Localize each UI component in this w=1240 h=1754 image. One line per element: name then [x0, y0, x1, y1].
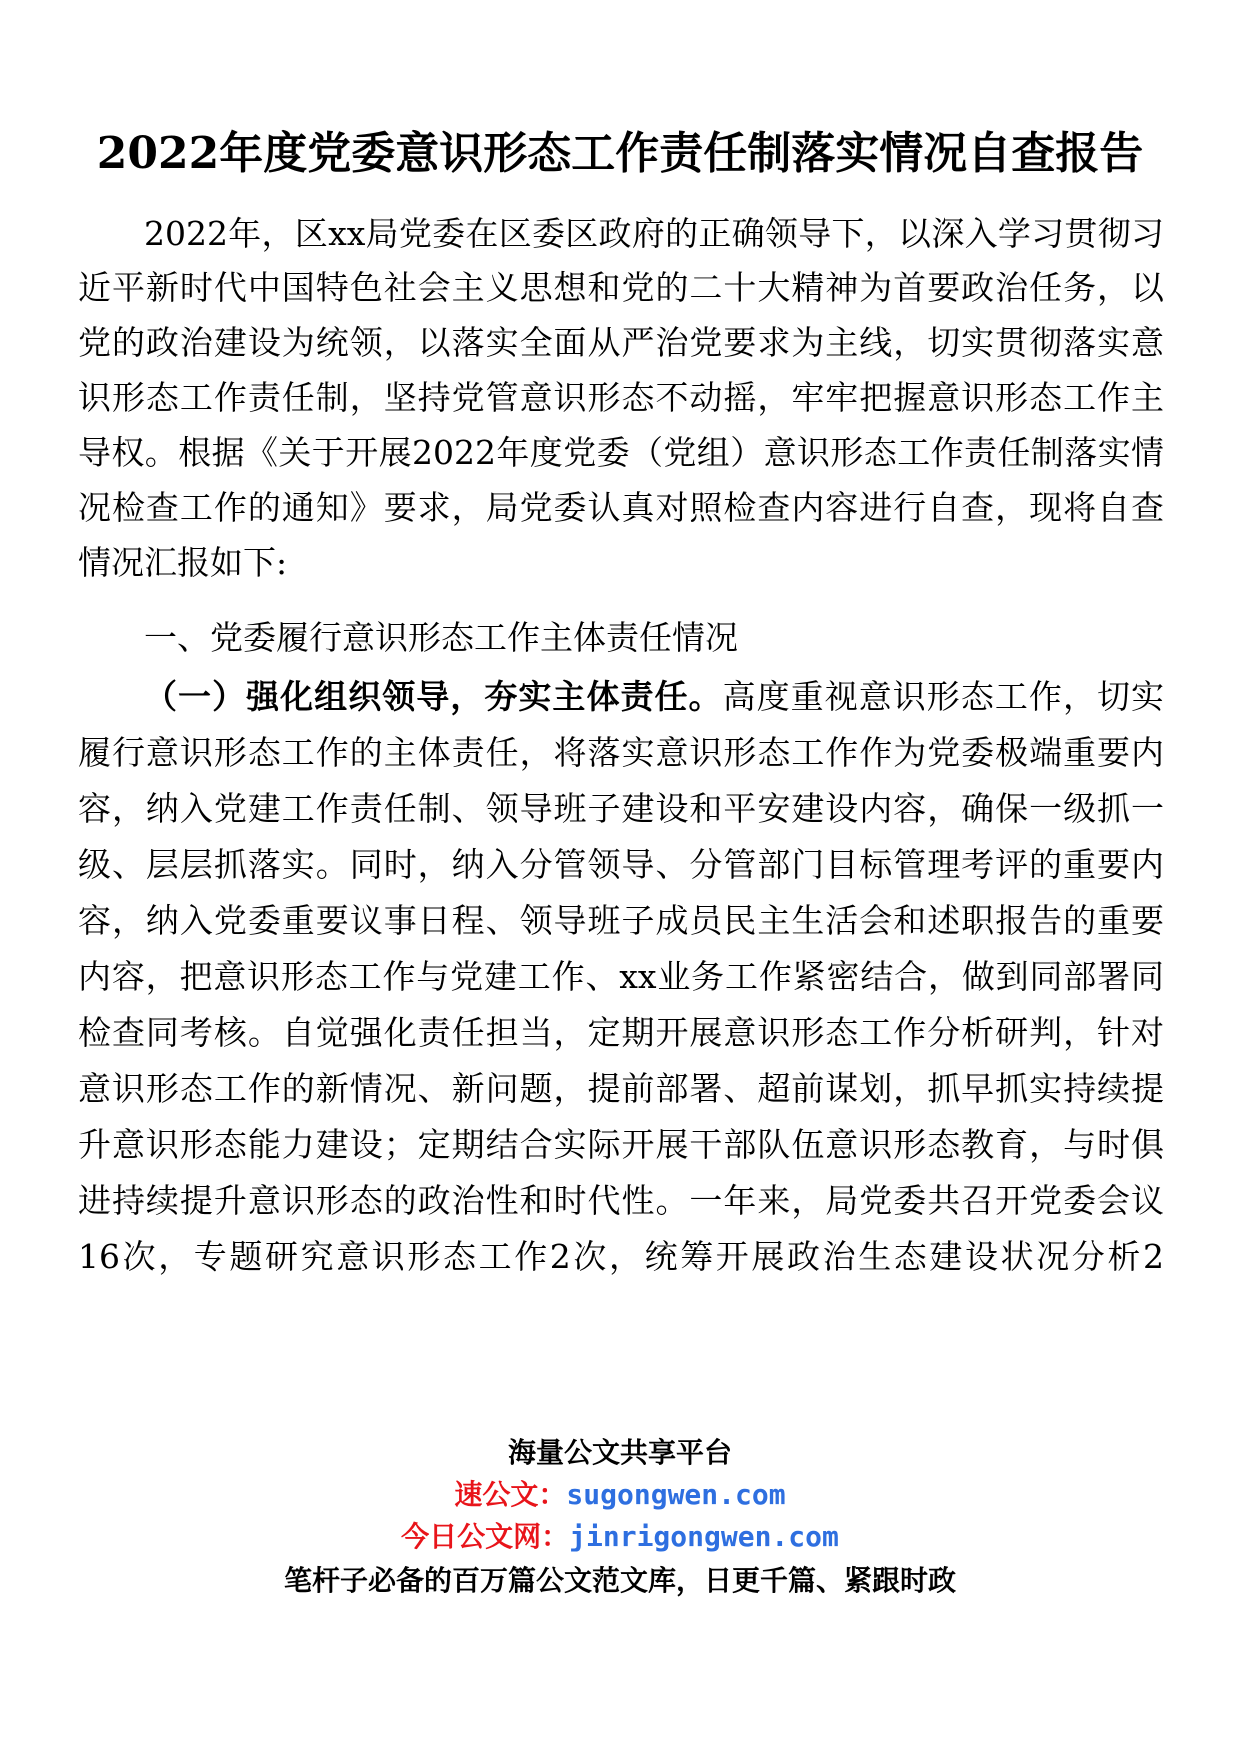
intro-line: 情况汇报如下: [78, 543, 288, 582]
section-heading: 一、党委履行意识形态工作主体责任情况 [144, 618, 738, 657]
document-title: 2022年度党委意识形态工作责任制落实情况自查报告 [96, 128, 1144, 179]
intro-line: 识形态工作责任制，坚持党管意识形态不动摇，牢牢把握意识形态工作主 [78, 378, 1164, 417]
footer-site-1 [0, 1477, 1240, 1513]
intro-line: 近平新时代中国特色社会主义思想和党的二十大精神为首要政治任务，以 [78, 268, 1164, 307]
intro-line: 导权。根据《关于开展2022年度党委（党组）意识形态工作责任制落实情 [78, 433, 1164, 472]
intro-line: 况检查工作的通知》要求，局党委认真对照检查内容进行自查，现将自查 [78, 488, 1164, 527]
footer-platform: 海量公文共享平台 [507, 1436, 732, 1469]
body-line: 级、层层抓落实。同时，纳入分管领导、分管部门目标管理考评的重要内 [78, 845, 1164, 884]
subsection-first-rest: 高度重视意识形态工作，切实 [722, 677, 1165, 716]
body-line: 升意识形态能力建设；定期结合实际开展干部队伍意识形态教育，与时俱 [78, 1125, 1164, 1164]
footer-site-2-url[interactable]: jinrigongwen.com [569, 1520, 839, 1553]
body-line: 履行意识形态工作的主体责任，将落实意识形态工作作为党委极端重要内 [78, 733, 1164, 772]
footer-site-2 [0, 1519, 1240, 1555]
body-line: 检查同考核。自觉强化责任担当，定期开展意识形态工作分析研判，针对 [78, 1013, 1164, 1052]
subsection-first-line [144, 674, 1164, 720]
footer-site-1-label: 速公文： [454, 1478, 567, 1511]
body-line: 容，纳入党委重要议事日程、领导班子成员民主生活会和述职报告的重要 [78, 901, 1164, 940]
body-line: 内容，把意识形态工作与党建工作、xx业务工作紧密结合，做到同部署同 [78, 957, 1164, 996]
footer-slogan: 笔杆子必备的百万篇公文范文库，日更千篇、紧跟时政 [283, 1564, 956, 1597]
intro-line: 2022年，区xx局党委在区委区政府的正确领导下，以深入学习贯彻习 [144, 214, 1164, 253]
body-line: 进持续提升意识形态的政治性和时代性。一年来，局党委共召开党委会议 [78, 1181, 1164, 1220]
body-line: 容，纳入党建工作责任制、领导班子建设和平安建设内容，确保一级抓一 [78, 789, 1164, 828]
footer-site-2-label: 今日公文网： [401, 1520, 570, 1553]
body-line: 16次，专题研究意识形态工作2次，统筹开展政治生态建设状况分析2 [78, 1237, 1164, 1276]
subsection-title: （一）强化组织领导，夯实主体责任。 [144, 677, 723, 716]
intro-line: 党的政治建设为统领，以落实全面从严治党要求为主线，切实贯彻落实意 [78, 323, 1164, 362]
body-line: 意识形态工作的新情况、新问题，提前部署、超前谋划，抓早抓实持续提 [78, 1069, 1164, 1108]
footer-site-1-url[interactable]: sugongwen.com [566, 1478, 786, 1511]
